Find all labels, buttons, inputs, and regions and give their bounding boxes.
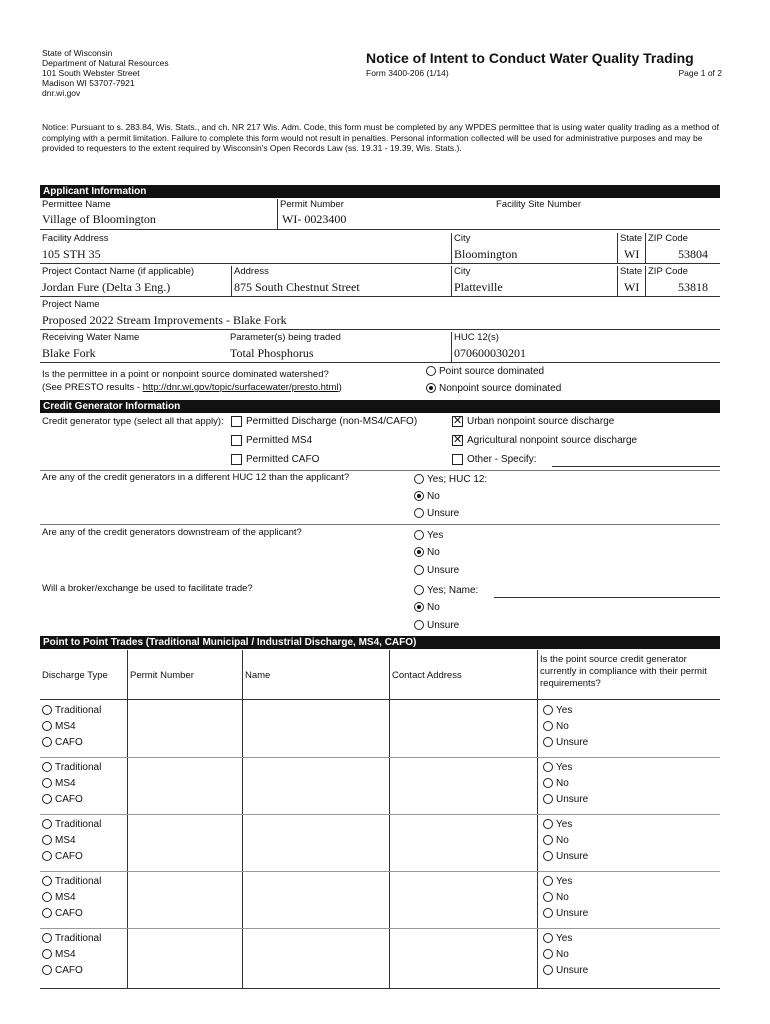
opt-permitted-discharge-label: Permitted Discharge (non-MS4/CAFO) bbox=[246, 416, 418, 428]
radio-icon[interactable] bbox=[426, 366, 436, 376]
discharge-ms4-option[interactable] bbox=[42, 892, 76, 903]
watershed-q2-suffix: ) bbox=[338, 382, 342, 393]
compliance-yes-option[interactable] bbox=[543, 705, 572, 716]
downstream-unsure-label: Unsure bbox=[427, 565, 460, 576]
huc-unsure-option[interactable] bbox=[414, 508, 459, 519]
credit-section-header: Credit Generator Information bbox=[40, 400, 720, 413]
downstream-yes-label: Yes bbox=[427, 530, 444, 541]
radio-icon[interactable] bbox=[42, 762, 52, 772]
opt-cafo[interactable] bbox=[231, 454, 319, 465]
contact-state-label: State bbox=[620, 266, 643, 277]
broker-no-label: No bbox=[427, 602, 440, 613]
discharge-ms4-label: MS4 bbox=[55, 778, 76, 789]
compliance-unsure-option[interactable] bbox=[543, 737, 588, 748]
broker-yes-label: Yes; Name: bbox=[427, 585, 479, 596]
huc-unsure-label: Unsure bbox=[427, 508, 460, 519]
radio-icon[interactable] bbox=[543, 819, 553, 829]
downstream-question: Are any of the credit generators downstream of the applicant? bbox=[42, 527, 302, 538]
state-label: State bbox=[620, 233, 643, 244]
radio-icon[interactable] bbox=[414, 620, 424, 630]
receiving-water-field[interactable]: Blake Fork bbox=[42, 346, 96, 360]
name-cell[interactable] bbox=[243, 815, 388, 869]
ws-point-option[interactable] bbox=[426, 366, 544, 377]
name-cell[interactable] bbox=[243, 758, 388, 812]
radio-icon[interactable] bbox=[42, 721, 52, 731]
compliance-yes-option[interactable] bbox=[543, 876, 572, 887]
discharge-ms4-option[interactable] bbox=[42, 721, 76, 732]
compliance-yes-label: Yes bbox=[556, 876, 573, 887]
permittee-name-label: Permittee Name bbox=[42, 199, 111, 210]
contact-city-field[interactable]: Platteville bbox=[454, 280, 503, 294]
divider bbox=[617, 233, 618, 263]
discharge-cafo-option[interactable] bbox=[42, 851, 83, 862]
huc-yes-option[interactable] bbox=[414, 474, 487, 485]
radio-icon[interactable] bbox=[42, 819, 52, 829]
radio-icon[interactable] bbox=[543, 737, 553, 747]
col-name: Name bbox=[245, 670, 271, 681]
agency-block bbox=[42, 48, 169, 98]
downstream-yes-option[interactable] bbox=[414, 530, 443, 541]
compliance-unsure-label: Unsure bbox=[556, 965, 589, 976]
radio-icon[interactable] bbox=[543, 778, 553, 788]
col-discharge-type: Discharge Type bbox=[42, 670, 108, 681]
contact-zip-label: ZIP Code bbox=[648, 266, 688, 277]
presto-link[interactable]: http://dnr.wi.gov/topic/surfacewater/presto.html bbox=[142, 382, 339, 393]
applicant-section-header: Applicant Information bbox=[40, 185, 720, 198]
ws-point-label: Point source dominated bbox=[439, 366, 545, 377]
compliance-no-label: No bbox=[556, 778, 569, 789]
agency-line-2: Department of Natural Resources bbox=[42, 58, 169, 68]
compliance-yes-label: Yes bbox=[556, 762, 573, 773]
radio-selected-icon[interactable] bbox=[426, 383, 436, 393]
discharge-cafo-label: CAFO bbox=[55, 965, 83, 976]
compliance-no-option[interactable] bbox=[543, 949, 569, 960]
radio-icon[interactable] bbox=[42, 705, 52, 715]
credit-type-label: Credit generator type (select all that apply): bbox=[42, 416, 224, 427]
p2p-section-header: Point to Point Trades (Traditional Municipal / Industrial Discharge, MS4, CAFO) bbox=[40, 636, 720, 649]
compliance-unsure-label: Unsure bbox=[556, 737, 589, 748]
contact-name-field[interactable]: Jordan Fure (Delta 3 Eng.) bbox=[42, 280, 171, 294]
downstream-no-option[interactable] bbox=[414, 547, 440, 558]
contact-name-label: Project Contact Name (if applicable) bbox=[42, 266, 195, 277]
permit-number-cell[interactable] bbox=[128, 872, 241, 926]
project-name-field[interactable]: Proposed 2022 Stream Improvements - Blake Fork bbox=[42, 313, 287, 327]
compliance-yes-label: Yes bbox=[556, 819, 573, 830]
divider bbox=[40, 263, 720, 264]
divider bbox=[617, 266, 618, 296]
form-number: Form 3400-206 (1/14) bbox=[366, 68, 449, 78]
zip-label: ZIP Code bbox=[648, 233, 688, 244]
watershed-question-line2 bbox=[42, 381, 342, 394]
name-cell[interactable] bbox=[243, 929, 388, 983]
radio-icon[interactable] bbox=[543, 851, 553, 861]
compliance-yes-label: Yes bbox=[556, 705, 573, 716]
opt-agri-label: Agricultural nonpoint source discharge bbox=[467, 435, 638, 447]
radio-icon[interactable] bbox=[543, 892, 553, 902]
radio-selected-icon[interactable] bbox=[414, 602, 424, 612]
permittee-name-field[interactable]: Village of Bloomington bbox=[42, 212, 156, 226]
compliance-no-label: No bbox=[556, 835, 569, 846]
radio-icon[interactable] bbox=[414, 474, 424, 484]
agency-line-5: dnr.wi.gov bbox=[42, 88, 81, 98]
discharge-ms4-label: MS4 bbox=[55, 835, 76, 846]
radio-icon[interactable] bbox=[42, 949, 52, 959]
table-bottom-border bbox=[40, 988, 720, 989]
name-cell[interactable] bbox=[243, 872, 388, 926]
checkbox-icon[interactable] bbox=[231, 435, 242, 446]
city-label: City bbox=[454, 233, 471, 244]
divider bbox=[451, 266, 452, 296]
discharge-traditional-option[interactable] bbox=[42, 819, 101, 830]
opt-urban[interactable] bbox=[452, 416, 614, 427]
compliance-unsure-option[interactable] bbox=[543, 794, 588, 805]
watershed-question bbox=[42, 368, 342, 394]
divider bbox=[40, 296, 720, 297]
radio-icon[interactable] bbox=[543, 876, 553, 886]
opt-cafo-label: Permitted CAFO bbox=[246, 454, 320, 466]
table-col-divider bbox=[537, 650, 538, 988]
checkbox-checked-icon[interactable]: ✕ bbox=[453, 434, 463, 446]
discharge-traditional-label: Traditional bbox=[55, 876, 102, 887]
name-cell[interactable] bbox=[243, 701, 388, 755]
discharge-traditional-label: Traditional bbox=[55, 762, 102, 773]
contact-address-cell[interactable] bbox=[390, 701, 536, 755]
radio-icon[interactable] bbox=[42, 835, 52, 845]
divider bbox=[277, 199, 278, 229]
project-name-label: Project Name bbox=[42, 299, 100, 310]
opt-urban-label: Urban nonpoint source discharge bbox=[467, 416, 615, 428]
radio-icon[interactable] bbox=[42, 851, 52, 861]
parameter-field[interactable]: Total Phosphorus bbox=[230, 346, 314, 360]
huc-field[interactable]: 070600030201 bbox=[454, 346, 526, 360]
broker-yes-option[interactable] bbox=[414, 585, 478, 596]
contact-zip-field[interactable]: 53818 bbox=[678, 280, 708, 294]
radio-icon[interactable] bbox=[42, 908, 52, 918]
radio-icon[interactable] bbox=[543, 965, 553, 975]
city-field[interactable]: Bloomington bbox=[454, 247, 518, 261]
radio-icon[interactable] bbox=[543, 908, 553, 918]
broker-unsure-option[interactable] bbox=[414, 620, 459, 631]
facility-address-label: Facility Address bbox=[42, 233, 109, 244]
discharge-cafo-label: CAFO bbox=[55, 737, 83, 748]
discharge-ms4-option[interactable] bbox=[42, 835, 76, 846]
radio-icon[interactable] bbox=[42, 737, 52, 747]
downstream-unsure-option[interactable] bbox=[414, 565, 459, 576]
huc-label: HUC 12(s) bbox=[454, 332, 499, 343]
col-contact-address: Contact Address bbox=[392, 670, 462, 681]
compliance-no-label: No bbox=[556, 892, 569, 903]
compliance-unsure-option[interactable] bbox=[543, 851, 588, 862]
agency-line-3: 101 South Webster Street bbox=[42, 68, 140, 78]
radio-icon[interactable] bbox=[42, 933, 52, 943]
huc-yes-label: Yes; HUC 12: bbox=[427, 474, 488, 485]
compliance-yes-option[interactable] bbox=[543, 819, 572, 830]
compliance-unsure-label: Unsure bbox=[556, 794, 589, 805]
radio-icon[interactable] bbox=[414, 585, 424, 595]
compliance-no-label: No bbox=[556, 721, 569, 732]
compliance-yes-option[interactable] bbox=[543, 933, 572, 944]
compliance-no-option[interactable] bbox=[543, 892, 569, 903]
divider bbox=[451, 233, 452, 263]
divider bbox=[40, 229, 720, 230]
compliance-yes-label: Yes bbox=[556, 933, 573, 944]
radio-icon[interactable] bbox=[42, 965, 52, 975]
broker-name-line[interactable] bbox=[494, 597, 720, 598]
opt-permitted-discharge[interactable] bbox=[231, 416, 417, 427]
compliance-yes-option[interactable] bbox=[543, 762, 572, 773]
col-compliance: Is the point source credit generator currently in compliance with their permit requirements? bbox=[540, 654, 707, 689]
divider bbox=[40, 524, 720, 525]
other-specify-line[interactable] bbox=[552, 466, 720, 467]
opt-ms4[interactable] bbox=[231, 435, 312, 446]
huc-no-option[interactable] bbox=[414, 491, 440, 502]
compliance-unsure-option[interactable] bbox=[543, 965, 588, 976]
parameter-label: Parameter(s) being traded bbox=[230, 332, 341, 343]
state-field[interactable]: WI bbox=[624, 247, 640, 261]
radio-icon[interactable] bbox=[42, 778, 52, 788]
checkbox-icon[interactable] bbox=[452, 454, 463, 465]
agency-line-1: State of Wisconsin bbox=[42, 48, 113, 58]
opt-ms4-label: Permitted MS4 bbox=[246, 435, 313, 447]
broker-no-option[interactable] bbox=[414, 602, 440, 613]
divider bbox=[40, 470, 720, 471]
discharge-cafo-label: CAFO bbox=[55, 794, 83, 805]
discharge-cafo-option[interactable] bbox=[42, 965, 83, 976]
checkbox-icon[interactable] bbox=[231, 454, 242, 465]
divider bbox=[231, 266, 232, 296]
discharge-traditional-label: Traditional bbox=[55, 933, 102, 944]
radio-icon[interactable] bbox=[543, 933, 553, 943]
contact-address-cell[interactable] bbox=[390, 872, 536, 926]
radio-icon[interactable] bbox=[414, 530, 424, 540]
discharge-traditional-option[interactable] bbox=[42, 933, 101, 944]
discharge-traditional-label: Traditional bbox=[55, 705, 102, 716]
compliance-no-option[interactable] bbox=[543, 835, 569, 846]
radio-icon[interactable] bbox=[414, 565, 424, 575]
discharge-traditional-option[interactable] bbox=[42, 876, 101, 887]
zip-field[interactable]: 53804 bbox=[678, 247, 708, 261]
radio-icon[interactable] bbox=[42, 892, 52, 902]
table-header-divider bbox=[40, 699, 720, 700]
broker-question: Will a broker/exchange be used to facilitate trade? bbox=[42, 583, 253, 594]
discharge-traditional-option[interactable] bbox=[42, 762, 101, 773]
permit-number-field[interactable]: WI- 0023400 bbox=[282, 212, 347, 226]
contact-state-field[interactable]: WI bbox=[624, 280, 640, 294]
radio-icon[interactable] bbox=[42, 794, 52, 804]
contact-address-cell[interactable] bbox=[390, 815, 536, 869]
divider bbox=[645, 266, 646, 296]
compliance-unsure-option[interactable] bbox=[543, 908, 588, 919]
compliance-unsure-label: Unsure bbox=[556, 851, 589, 862]
page-number: Page 1 of 2 bbox=[678, 68, 722, 78]
opt-agri[interactable] bbox=[452, 435, 637, 446]
contact-address-cell[interactable] bbox=[390, 758, 536, 812]
radio-icon[interactable] bbox=[543, 949, 553, 959]
facility-address-field[interactable]: 105 STH 35 bbox=[42, 247, 101, 261]
contact-address-label: Address bbox=[234, 266, 269, 277]
facility-site-label: Facility Site Number bbox=[496, 199, 581, 210]
compliance-no-label: No bbox=[556, 949, 569, 960]
discharge-traditional-option[interactable] bbox=[42, 705, 101, 716]
notice-text: Notice: Pursuant to s. 283.84, Wis. Stats., and ch. NR 217 Wis. Adm. Code, this form must be completed by any WPDES permittee that is using water quality trading as a method of complying with a permit limitation. Failure to complete this form would not result in penalties. Personal information collected will be used for administrative purposes and may be provided to requesters to the extent required by Wisconsin's Open Records Law (ss. 19.31 - 19.39, Wis. Stats.). bbox=[42, 122, 720, 153]
huc-no-label: No bbox=[427, 491, 440, 502]
compliance-no-option[interactable] bbox=[543, 778, 569, 789]
watershed-q2-prefix: (See PRESTO results - bbox=[42, 382, 143, 393]
radio-selected-icon[interactable] bbox=[414, 491, 424, 501]
discharge-ms4-option[interactable] bbox=[42, 778, 76, 789]
radio-icon[interactable] bbox=[543, 762, 553, 772]
discharge-cafo-label: CAFO bbox=[55, 851, 83, 862]
opt-other-label: Other - Specify: bbox=[467, 454, 537, 466]
discharge-ms4-label: MS4 bbox=[55, 949, 76, 960]
permit-number-label: Permit Number bbox=[280, 199, 344, 210]
divider bbox=[645, 233, 646, 263]
broker-unsure-label: Unsure bbox=[427, 620, 460, 631]
discharge-ms4-label: MS4 bbox=[55, 892, 76, 903]
compliance-no-option[interactable] bbox=[543, 721, 569, 732]
discharge-cafo-option[interactable] bbox=[42, 794, 83, 805]
discharge-traditional-label: Traditional bbox=[55, 819, 102, 830]
permit-number-cell[interactable] bbox=[128, 815, 241, 869]
discharge-cafo-label: CAFO bbox=[55, 908, 83, 919]
ws-nonpoint-option[interactable] bbox=[426, 383, 561, 394]
receiving-water-label: Receiving Water Name bbox=[42, 332, 140, 343]
discharge-cafo-option[interactable] bbox=[42, 737, 83, 748]
radio-icon[interactable] bbox=[42, 876, 52, 886]
huc-question: Are any of the credit generators in a different HUC 12 than the applicant? bbox=[42, 472, 350, 483]
agency-line-4: Madison WI 53707-7921 bbox=[42, 78, 135, 88]
form-title: Notice of Intent to Conduct Water Quality Trading bbox=[366, 50, 694, 66]
permit-number-cell[interactable] bbox=[128, 929, 241, 983]
contact-address-field[interactable]: 875 South Chestnut Street bbox=[234, 280, 360, 294]
downstream-no-label: No bbox=[427, 547, 440, 558]
checkbox-checked-icon[interactable]: ✕ bbox=[453, 415, 463, 427]
discharge-cafo-option[interactable] bbox=[42, 908, 83, 919]
col-permit-number: Permit Number bbox=[130, 670, 194, 681]
compliance-unsure-label: Unsure bbox=[556, 908, 589, 919]
checkbox-icon[interactable] bbox=[231, 416, 242, 427]
permit-number-cell[interactable] bbox=[128, 758, 241, 812]
discharge-ms4-label: MS4 bbox=[55, 721, 76, 732]
radio-icon[interactable] bbox=[414, 508, 424, 518]
radio-selected-icon[interactable] bbox=[414, 547, 424, 557]
radio-icon[interactable] bbox=[543, 835, 553, 845]
radio-icon[interactable] bbox=[543, 721, 553, 731]
contact-address-cell[interactable] bbox=[390, 929, 536, 983]
radio-icon[interactable] bbox=[543, 705, 553, 715]
divider bbox=[451, 332, 452, 362]
ws-nonpoint-label: Nonpoint source dominated bbox=[439, 383, 562, 394]
divider bbox=[40, 329, 720, 330]
opt-other[interactable] bbox=[452, 454, 536, 465]
radio-icon[interactable] bbox=[543, 794, 553, 804]
contact-city-label: City bbox=[454, 266, 471, 277]
watershed-question-line1: Is the permittee in a point or nonpoint source dominated watershed? bbox=[42, 369, 329, 380]
permit-number-cell[interactable] bbox=[128, 701, 241, 755]
discharge-ms4-option[interactable] bbox=[42, 949, 76, 960]
divider bbox=[40, 362, 720, 363]
